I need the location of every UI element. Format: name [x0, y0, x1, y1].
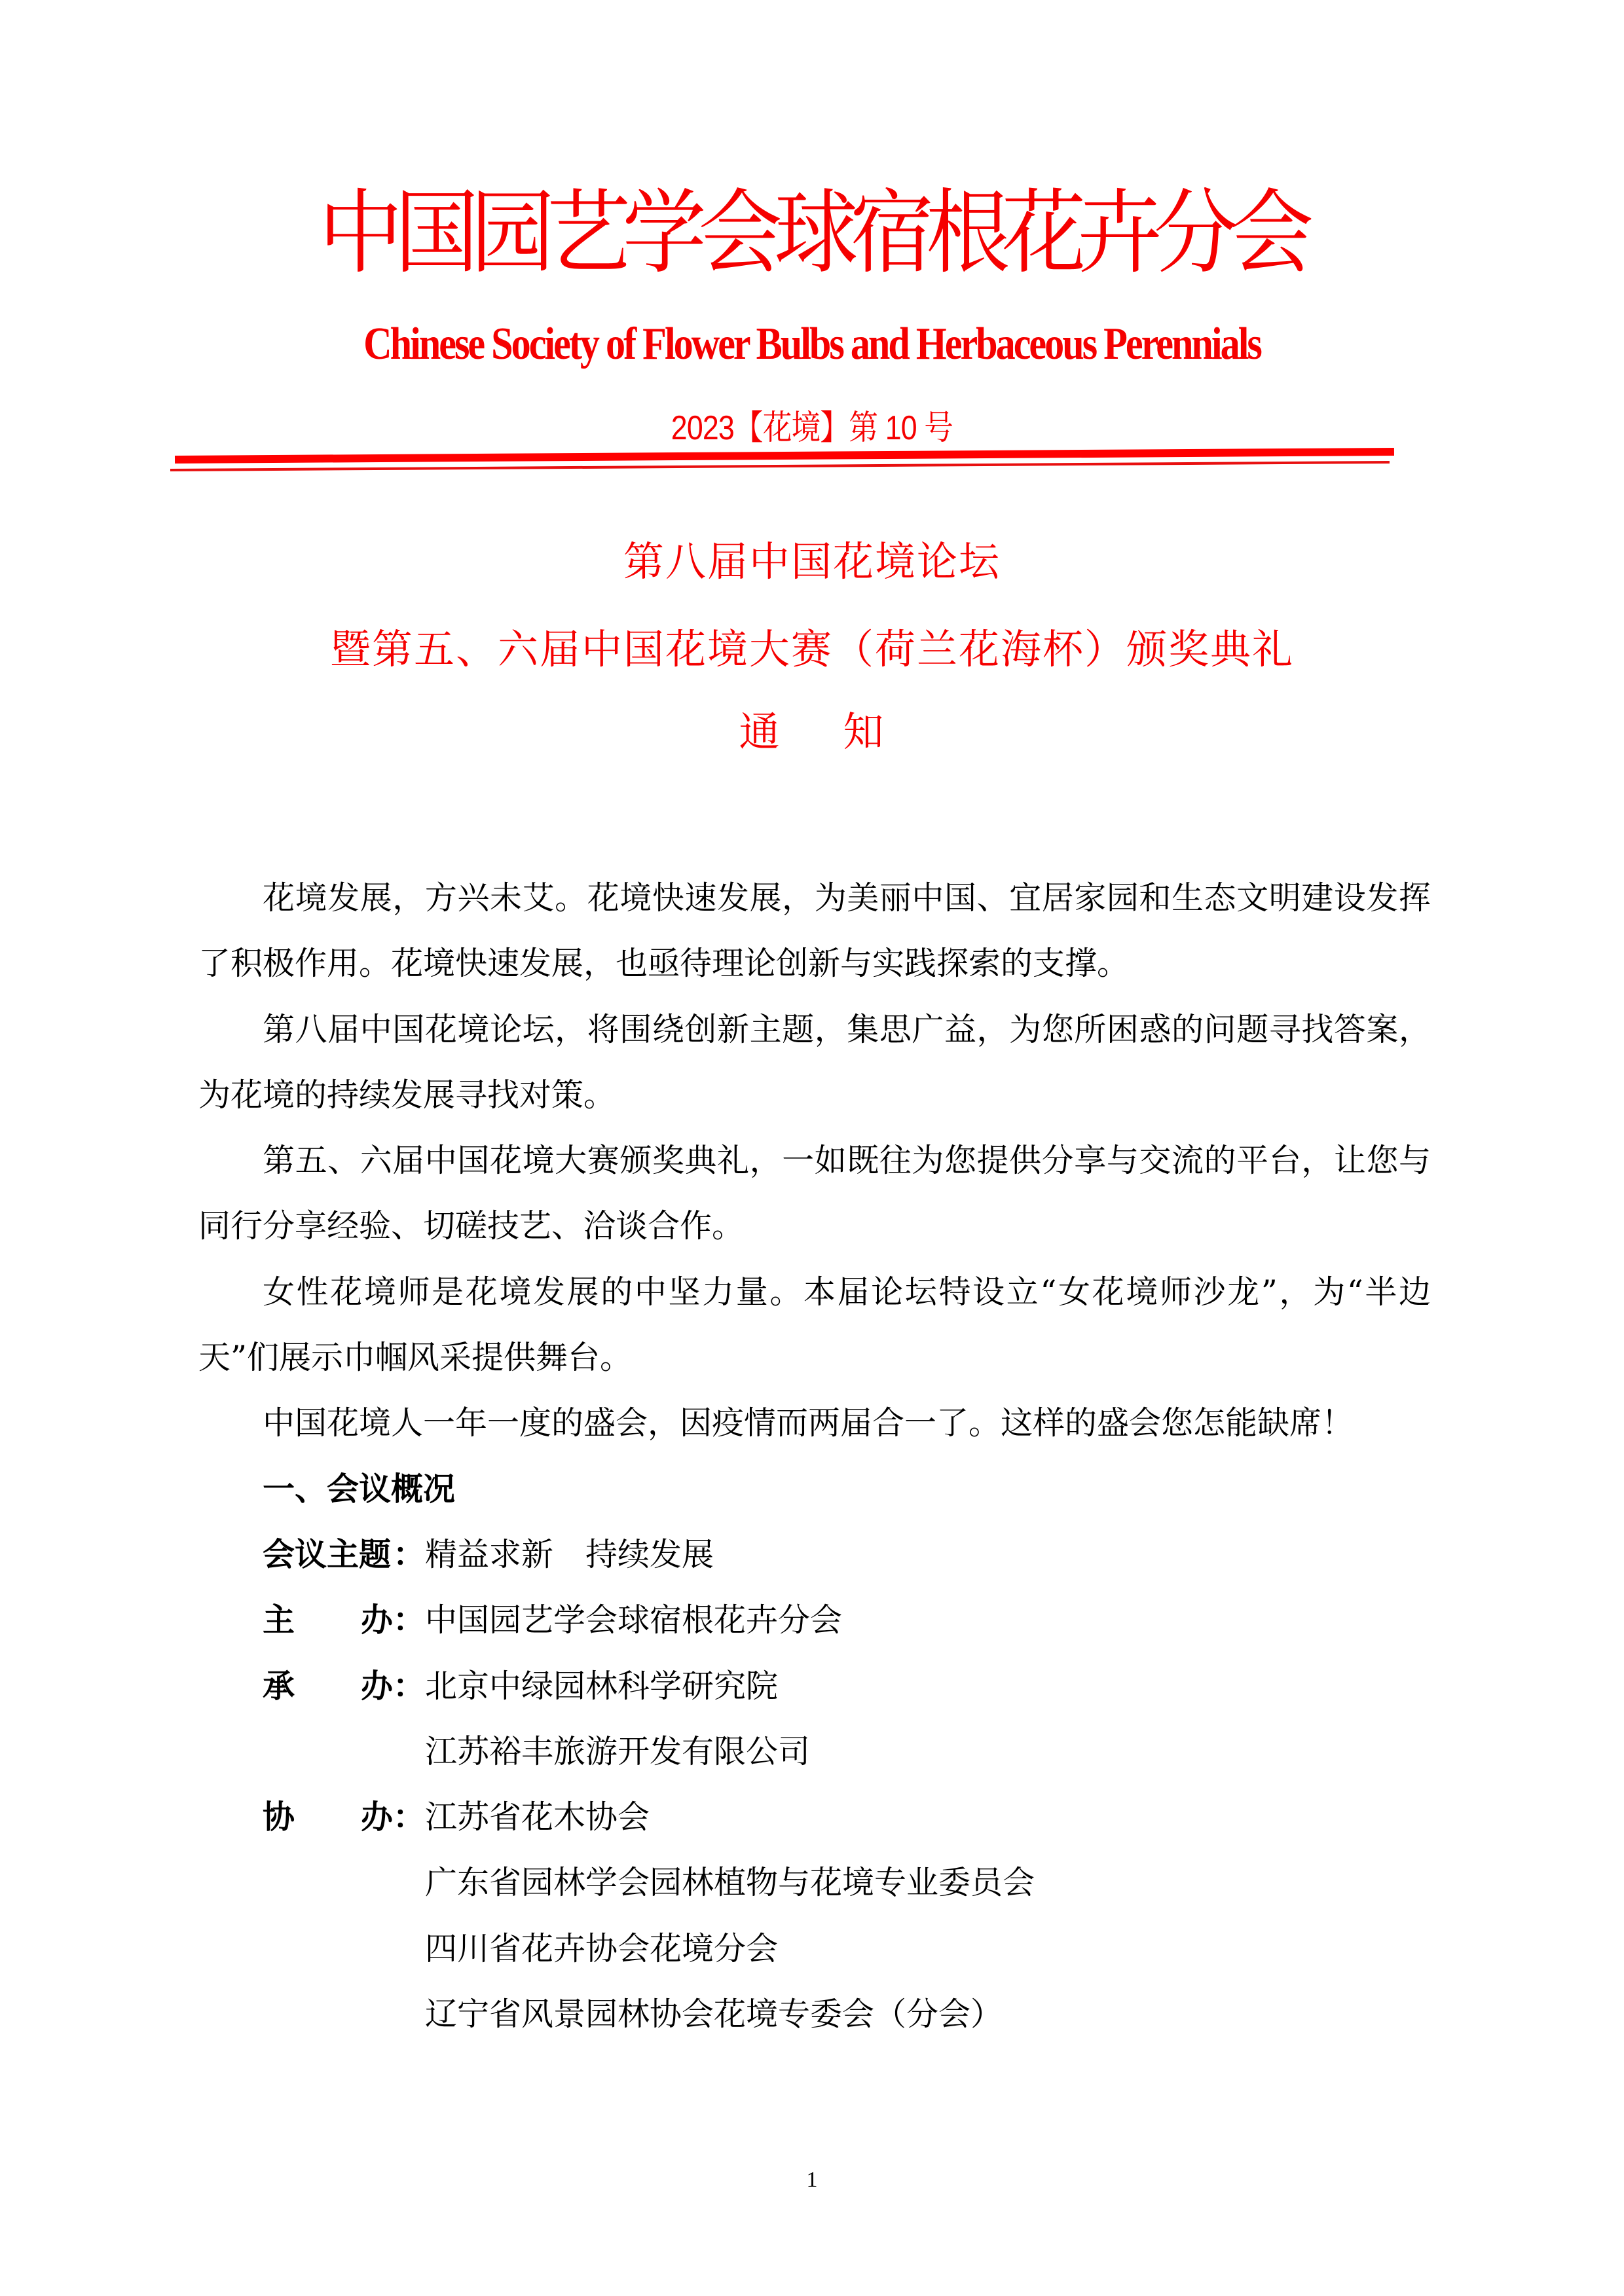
org-name-en: Chinese Society of Flower Bulbs and Herbaceous Perennials — [363, 319, 1261, 369]
issue-number: 2023【花境】第 10 号 — [671, 409, 953, 447]
notice-word-tong: 通 — [739, 708, 781, 756]
body-paragraph: 第五、六届中国花境大赛颁奖典礼，一如既往为您提供分享与交流的平台，让您与同行分享经验、切磋技艺、洽谈合作。 — [198, 1142, 1431, 1245]
org-name-cn: 中国园艺学会球宿根花卉分会 — [318, 180, 1306, 287]
info-value: 四川省花卉协会花境分会 — [425, 1929, 779, 1967]
info-values — [425, 1785, 1431, 2047]
info-label-char: 办 — [360, 1601, 393, 1639]
body-paragraph: 女性花境师是花境发展的中坚力量。本届论坛特设立“女花境师沙龙”，为“半边天”们展示巾帼风采提供舞台。 — [198, 1273, 1431, 1377]
info-label-char: 办 — [360, 1667, 393, 1705]
info-label-char: 办 — [360, 1798, 393, 1836]
info-label-text: 承 — [263, 1667, 295, 1705]
info-value: 辽宁省风景园林协会花境专委会（分会） — [425, 1995, 1003, 2033]
info-values — [425, 1588, 1431, 1653]
info-label-text-2 — [361, 1588, 425, 1653]
info-value: 中国园艺学会球宿根花卉分会 — [425, 1601, 843, 1639]
info-value: 江苏省花木协会 — [425, 1798, 650, 1836]
info-value: 广东省园林学会园林植物与花境专业委员会 — [425, 1864, 1035, 1902]
info-label-text-2 — [361, 1785, 425, 2047]
info-label-text: 协 — [263, 1798, 295, 1836]
notice-title-line-3 — [0, 706, 1624, 758]
body-paragraph: 花境发展，方兴未艾。花境快速发展，为美丽中国、宜居家园和生态文明建设发挥了积极作用。花境快速发展，也亟待理论创新与实践探索的支撑。 — [198, 879, 1431, 983]
info-label-text: 会议主题 — [263, 1535, 392, 1573]
info-value: 北京中绿园林科学研究院 — [425, 1667, 779, 1705]
info-label-colon: ： — [392, 1535, 425, 1573]
letterhead-rule-thick — [175, 448, 1394, 464]
info-row-organizer — [198, 1654, 1431, 1785]
body-paragraph: 中国花境人一年一度的盛会，因疫情而两届合一了。这样的盛会您怎能缺席！ — [263, 1404, 1354, 1442]
info-row-co-organizer — [198, 1785, 1431, 2047]
info-values — [425, 1654, 1431, 1785]
info-label — [263, 1654, 425, 1785]
section-heading: 一、会议概况 — [263, 1470, 456, 1508]
info-row-host — [198, 1588, 1431, 1653]
notice-word-zhi: 知 — [843, 708, 885, 756]
info-label-colon: ： — [392, 1667, 425, 1705]
info-value: 江苏裕丰旅游开发有限公司 — [425, 1732, 811, 1770]
info-label-colon: ： — [392, 1601, 425, 1639]
info-row-theme — [198, 1522, 1431, 1588]
letterhead-rule-thin — [170, 461, 1390, 471]
info-value: 精益求新 持续发展 — [425, 1535, 714, 1573]
info-label — [263, 1588, 425, 1653]
notice-title-line-2: 暨第五、六届中国花境大赛（荷兰花海杯）颁奖典礼 — [329, 625, 1294, 673]
info-label-text-2 — [361, 1654, 425, 1785]
page-number: 1 — [806, 2168, 818, 2192]
info-label — [263, 1522, 425, 1588]
body-paragraph: 第八届中国花境论坛，将围绕创新主题，集思广益，为您所困惑的问题寻找答案，为花境的持续发展寻找对策。 — [198, 1010, 1431, 1114]
info-label — [263, 1785, 425, 2047]
info-label-colon: ： — [392, 1798, 425, 1836]
info-values — [425, 1522, 1431, 1588]
info-label-text: 主 — [263, 1601, 295, 1639]
notice-title-line-1: 第八届中国花境论坛 — [623, 538, 1001, 585]
notice-body — [198, 866, 1431, 2047]
